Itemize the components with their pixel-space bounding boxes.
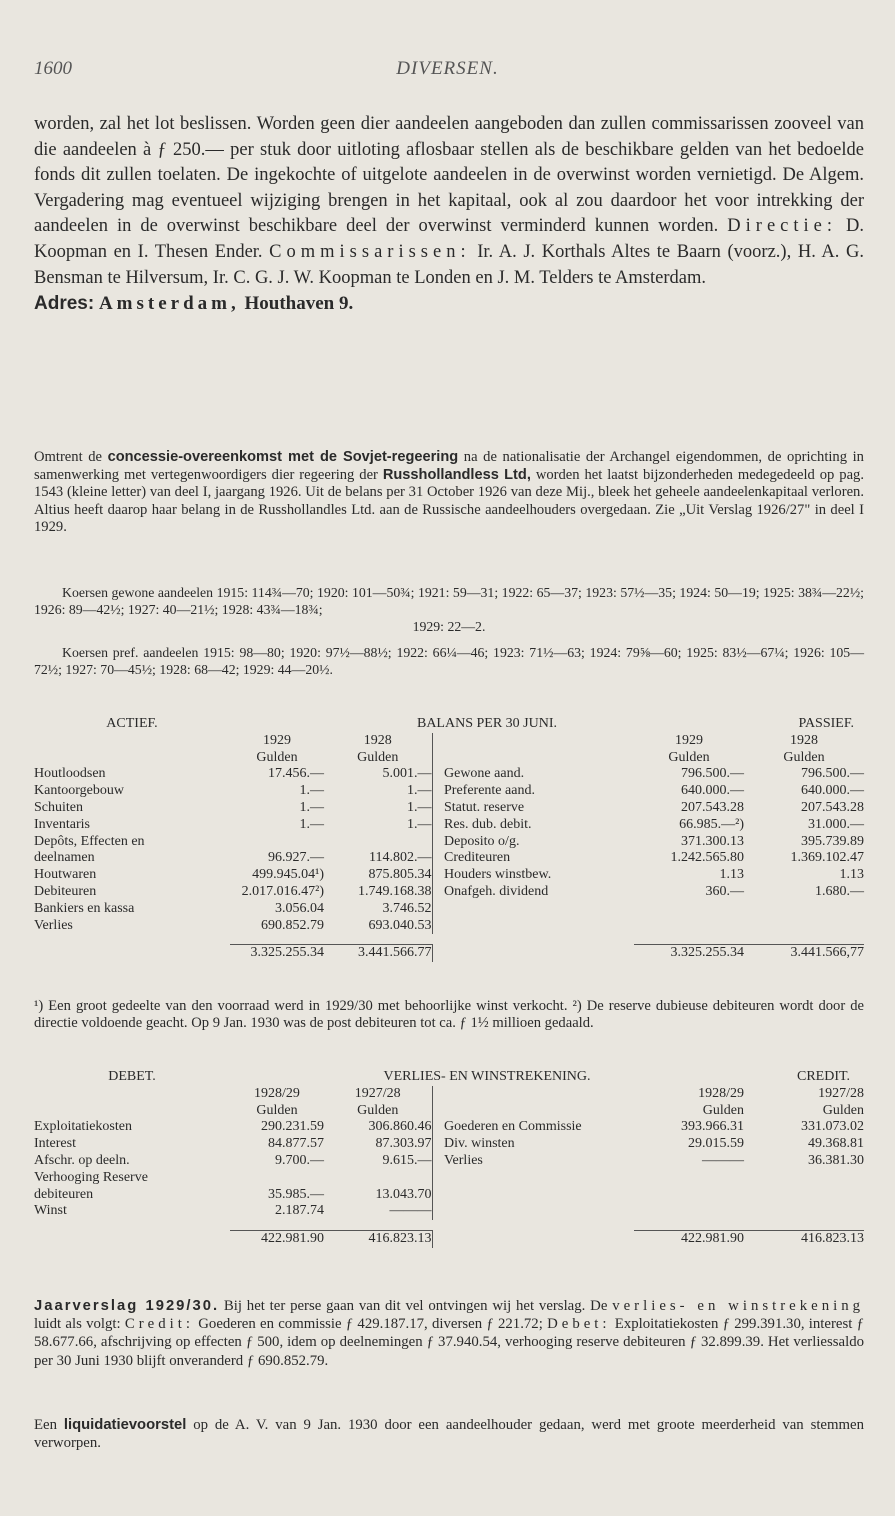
wv-total-debet-b: 416.823.13: [324, 1231, 432, 1248]
column-separator: [432, 884, 440, 901]
balans-passief-value-b: 796.500.—: [801, 766, 864, 782]
wv-debet-value-a: 290.231.59: [261, 1119, 324, 1135]
balans-actief-label: Houtloodsen: [34, 766, 106, 782]
column-separator: [432, 1203, 440, 1220]
concession-text-1: Omtrent de: [34, 449, 108, 465]
koersen-pref: Koersen pref. aandeelen 1915: 98—80; 1920: 97½—88½; 1922: 66¼—46; 1923: 71½—63; 1924: 79⅝—60; 1925: 83½—67¼; 1926: 105—72½; 1927: 70—45½; 1928: 68—42; 1929: 44—20½.: [34, 644, 864, 677]
balans-year-b-right: 1928: [790, 732, 818, 748]
wv-debet-value-a: 9.700.—: [275, 1152, 324, 1168]
wv-unit-b: Gulden: [357, 1102, 399, 1118]
address-label: Adres:: [34, 293, 95, 315]
balans-actief-value-a: 499.945.04¹): [252, 867, 324, 883]
wv-total-debet-a: 422.981.90: [230, 1231, 324, 1248]
balans-passief-value-a: 66.985.—²): [679, 816, 744, 832]
address-line: [34, 291, 864, 317]
concession-paragraph: [34, 449, 864, 537]
empty-cell: [744, 1170, 864, 1187]
column-separator: [432, 1153, 440, 1170]
liquidatie-bold: liquidatievoorstel: [63, 1417, 187, 1433]
balans-total-passief-b: 3.441.566,77: [744, 945, 864, 962]
empty-cell: [744, 918, 864, 935]
column-separator: [432, 850, 440, 867]
column-separator: [432, 800, 440, 817]
koersen-block: [34, 584, 864, 678]
balans-passief-value-b: 1.13: [839, 867, 864, 883]
wv-left-title: DEBET.: [108, 1069, 156, 1084]
empty-cell: [440, 1187, 634, 1204]
balans-actief-label: Kantoorgebouw: [34, 783, 124, 799]
wv-row: [34, 1119, 864, 1136]
balans-actief-label: Bankiers en kassa: [34, 900, 135, 916]
liquidatie-text-2: op de A. V. van 9 Jan. 1930 door een aandeelhouder gedaan, werd met groote meerderheid van stemmen verworpen.: [34, 1417, 864, 1452]
balans-row: [34, 766, 864, 783]
balans-actief-value-b: 1.—: [407, 816, 432, 832]
koersen-gewone: Koersen gewone aandeelen 1915: 114¾—70; 1920: 101—50¾; 1921: 59—31; 1922: 65—37; 1923: 57½—35; 1924: 50—19; 1925: 38¾—22½; 1926: 89—42½; 1927: 40—21½; 1928: 43¾—18¾;: [34, 585, 864, 618]
concession-text-2: na de nationalisatie der Archangel eigendommen, de oprichting in samenwerking met vertegenwoordigers dier regeering der: [34, 449, 864, 483]
wv-credit-value-b: 36.381.30: [808, 1152, 864, 1168]
balans-unit-a: Gulden: [256, 749, 298, 765]
balans-passief-value-b: 207.543.28: [801, 799, 864, 815]
wv-debet-label: Verhooging Reserve: [34, 1169, 148, 1185]
balans-actief-value-a: 1.—: [299, 783, 324, 799]
commissarissen-text: Ir. A. J. Korthals Altes te Baarn (voorz.), H. A. G. Bensman te Hilversum, Ir. C. G. J. W. Koopman te Londen en J. M. Telders te Amsterdam.: [34, 241, 865, 288]
balans-table: [34, 716, 864, 962]
balans-unit-a-right: Gulden: [668, 749, 710, 765]
wv-credit-value-b: 49.368.81: [808, 1136, 864, 1152]
page-header: [34, 58, 861, 82]
balans-passief-value-a: 640.000.—: [681, 783, 744, 799]
wv-table-block: [34, 1069, 864, 1248]
wv-unit-b-right: Gulden: [822, 1102, 864, 1118]
wv-right-title: CREDIT.: [796, 1069, 850, 1084]
balans-left-title: ACTIEF.: [106, 716, 158, 731]
column-separator: [432, 834, 440, 851]
balans-actief-value-b: 693.040.53: [368, 917, 432, 933]
column-separator: [432, 1119, 440, 1136]
empty-cell: [634, 901, 744, 918]
balans-passief-value-a: 1.242.565.80: [670, 850, 744, 866]
jaarverslag-credit-label: Credit:: [124, 1316, 194, 1333]
page-number: 1600: [34, 58, 72, 79]
directie-label: Directie:: [727, 216, 838, 237]
column-separator: [432, 817, 440, 834]
balans-row: [34, 817, 864, 834]
balans-actief-label: Depôts, Effecten en: [34, 833, 145, 849]
wv-row: [34, 1187, 864, 1204]
balans-passief-value-a: 207.543.28: [681, 799, 744, 815]
jaarverslag-text-3: Goederen en commissie ƒ 429.187.17, diversen ƒ 221.72;: [193, 1316, 548, 1333]
address-street: Houthaven 9.: [244, 293, 354, 315]
empty-cell: [634, 1170, 744, 1187]
wv-row: [34, 1153, 864, 1170]
balans-passief-label: Gewone aand.: [444, 766, 525, 782]
balans-row: [34, 884, 864, 901]
liquidatie-paragraph: [34, 1416, 864, 1452]
wv-credit-label: Div. winsten: [444, 1136, 515, 1152]
wv-credit-value-a: 393.966.31: [681, 1119, 744, 1135]
wv-year-b-right: 1927/28: [818, 1085, 864, 1101]
wv-debet-label: Exploitatiekosten: [34, 1119, 132, 1135]
balans-actief-value-b: 3.746.52: [382, 900, 432, 916]
wv-debet-value-b: 13.043.70: [375, 1186, 432, 1202]
empty-cell: [440, 901, 634, 918]
commissarissen-label: Commissarissen:: [269, 241, 471, 262]
balans-actief-label: Debiteuren: [34, 883, 97, 899]
liquidatie-text-1: Een: [34, 1417, 64, 1433]
wv-debet-value-b: [324, 1170, 432, 1187]
column-separator: [432, 783, 440, 800]
wv-row: [34, 1203, 864, 1220]
balans-passief-label: Res. dub. debit.: [444, 816, 532, 832]
wv-title: VERLIES- EN WINSTREKENING.: [383, 1069, 591, 1084]
wv-year-b: 1927/28: [354, 1085, 401, 1101]
balans-actief-value-a: 17.456.—: [268, 766, 324, 782]
balans-actief-value-b: [324, 834, 432, 851]
column-separator: [432, 918, 440, 935]
balans-passief-label: Deposito o/g.: [444, 833, 520, 849]
wv-year-a: 1928/29: [254, 1085, 300, 1101]
balans-row: [34, 867, 864, 884]
concession-text-3: worden het laatst bijzonderheden medegedeeld op pag. 1543 (kleine letter) van deel I, jaargang 1926. Uit de belans per 31 October 1926 van deze Mij., bleek het geheele aandeelenkapitaal verloren. Altius heeft daarop haar belang in de Russhollandles Ltd. aan de Russische aandeelhouders overgedaan. Zie „Uit Verslag 1926/27" in deel I 1929.: [34, 466, 864, 536]
balans-right-title: PASSIEF.: [798, 716, 854, 731]
jaarverslag-text-2: luidt als volgt:: [34, 1316, 125, 1333]
balans-passief-label: Houders winstbew.: [444, 867, 552, 883]
balans-row: [34, 800, 864, 817]
directie-text: D. Koopman en I. Thesen Ender.: [34, 216, 865, 262]
balans-passief-value-a: 796.500.—: [681, 766, 744, 782]
balans-row: [34, 850, 864, 867]
column-separator: [432, 1187, 440, 1204]
koersen-gewone-end: 1929: 22—2.: [412, 619, 486, 635]
balans-row: [34, 918, 864, 935]
balans-year-b: 1928: [363, 732, 392, 748]
balans-actief-label: deelnamen: [34, 850, 95, 866]
wv-debet-value-b: 9.615.—: [382, 1152, 432, 1168]
wv-unit-a: Gulden: [256, 1102, 298, 1118]
jaarverslag-paragraph: [34, 1297, 864, 1370]
address-city: Amsterdam,: [98, 293, 240, 315]
balans-passief-label: Crediteuren: [444, 850, 511, 866]
wv-debet-label: Afschr. op deeln.: [34, 1152, 130, 1168]
empty-cell: [744, 1203, 864, 1220]
balans-passief-value-b: 640.000.—: [801, 783, 864, 799]
wv-unit-a-right: Gulden: [702, 1102, 744, 1118]
balans-actief-value-b: 1.—: [407, 783, 432, 799]
wv-debet-label: Interest: [34, 1136, 76, 1152]
balans-actief-value-b: 1.—: [407, 799, 432, 815]
balans-passief-value-b: 1.680.—: [815, 883, 864, 899]
balans-passief-value-b: 31.000.—: [808, 816, 864, 832]
jaarverslag-debet-label: Debet:: [547, 1316, 611, 1333]
balans-table-block: [34, 716, 864, 962]
balans-title: BALANS PER 30 JUNI.: [416, 716, 557, 731]
balans-year-a: 1929: [263, 732, 291, 748]
balans-row: [34, 901, 864, 918]
balans-passief-label: Statut. reserve: [444, 799, 525, 815]
wv-credit-value-a: ———: [702, 1152, 744, 1168]
balans-year-a-right: 1929: [675, 732, 703, 748]
balans-actief-value-b: 1.749.168.38: [358, 883, 432, 899]
balans-passief-label: Preferente aand.: [444, 783, 535, 799]
balans-passief-value-b: 395.739.89: [801, 833, 864, 849]
wv-credit-label: Goederen en Commissie: [444, 1119, 582, 1135]
balans-total-actief-b: 3.441.566.77: [324, 945, 432, 962]
balans-unit-b-right: Gulden: [783, 749, 825, 765]
balans-passief-value-a: 360.—: [705, 883, 744, 899]
wv-credit-value-a: 29.015.59: [688, 1136, 744, 1152]
empty-cell: [634, 1187, 744, 1204]
balans-actief-value-a: 1.—: [299, 816, 324, 832]
wv-debet-value-b: ———: [389, 1203, 432, 1219]
empty-cell: [634, 1203, 744, 1220]
jaarverslag-spaced-1: verlies- en winstrekening: [612, 1298, 864, 1314]
concession-bold-1: concessie-overeenkomst met de Sovjet-regeering: [107, 449, 459, 465]
balans-total-actief-a: 3.325.255.34: [230, 945, 324, 962]
wv-credit-label: Verlies: [444, 1152, 483, 1168]
balans-unit-b: Gulden: [357, 749, 399, 765]
balans-actief-value-b: 114.802.—: [369, 850, 432, 866]
balans-passief-value-a: 1.13: [719, 867, 744, 883]
balans-footnote: [34, 998, 864, 1033]
balans-total-passief-a: 3.325.255.34: [634, 945, 744, 962]
balans-actief-value-a: 96.927.—: [268, 850, 324, 866]
balans-actief-label: Schuiten: [34, 799, 83, 815]
jaarverslag-text-4: Exploitatiekosten ƒ 299.391.30, interest ƒ 58.677.66, afschrijving op effecten ƒ 500, idem op deelnemingen ƒ 37.940.54, verhooging reserve debiteuren ƒ 32.899.39. Het verliessaldo per 30 Juni 1930 blijft onveranderd ƒ 690.852.79.: [34, 1316, 865, 1369]
column-separator: [432, 1136, 440, 1153]
empty-cell: [440, 918, 634, 935]
wv-debet-label: debiteuren: [34, 1186, 94, 1202]
running-title: DIVERSEN.: [396, 58, 499, 79]
balans-actief-label: Houtwaren: [34, 867, 97, 883]
wv-debet-value-a: 35.985.—: [268, 1186, 324, 1202]
concession-bold-2: Russhollandless Ltd,: [382, 466, 531, 483]
main-paragraph: [34, 112, 864, 317]
empty-cell: [634, 918, 744, 935]
balans-actief-value-a: 3.056.04: [275, 900, 324, 916]
balans-actief-value-a: [230, 834, 324, 851]
wv-credit-value-b: 331.073.02: [801, 1119, 864, 1135]
wv-total-credit-b: 416.823.13: [744, 1231, 864, 1248]
balans-actief-label: Inventaris: [34, 816, 90, 832]
column-separator: [432, 766, 440, 783]
balans-row: [34, 783, 864, 800]
balans-passief-value-b: 1.369.102.47: [790, 850, 864, 866]
balans-actief-value-a: 1.—: [299, 799, 324, 815]
balans-footnote-text: ¹) Een groot gedeelte van den voorraad werd in 1929/30 met behoorlijke winst verkocht. ²) De reserve dubieuse debiteuren wordt door de directie voldoende geacht. Op 9 Jan. 1930 was de post debiteuren tot ca. ƒ 1½ millioen gedaald.: [34, 998, 864, 1032]
wv-debet-label: Winst: [34, 1203, 67, 1219]
balans-actief-value-a: 690.852.79: [261, 917, 324, 933]
balans-actief-value-b: 5.001.—: [382, 766, 432, 782]
column-separator: [432, 901, 440, 918]
balans-actief-value-a: 2.017.016.47²): [241, 883, 324, 899]
wv-debet-value-a: 2.187.74: [275, 1203, 324, 1219]
jaarverslag-text-1: Bij het ter perse gaan van dit vel ontvingen wij het verslag. De: [219, 1298, 613, 1314]
column-separator: [432, 867, 440, 884]
wv-row: [34, 1170, 864, 1187]
wv-year-a-right: 1928/29: [698, 1085, 744, 1101]
balans-actief-label: Verlies: [34, 917, 73, 933]
balans-actief-value-b: 875.805.34: [368, 867, 432, 883]
balans-row: [34, 834, 864, 851]
main-text: worden, zal het lot beslissen. Worden geen dier aandeelen aangeboden dan zullen commissarissen zooveel van die aandeelen à ƒ 250.— per stuk door uitloting aflosbaar stellen als de beschikbare gelden van het bedoelde fonds dit zullen toelaten. De ingekochte of uitgelote aandeelen in de overwinst worden vernietigd. De Algem. Vergadering mag eventueel wijziging brengen in het kapitaal, ook al zou daardoor het voor intrekking der aandeelen in de overwinst beschikbare deel der overwinst verminderd kunnen worden.: [34, 114, 864, 237]
wv-table: [34, 1069, 864, 1248]
wv-debet-value-b: 87.303.97: [375, 1136, 432, 1152]
empty-cell: [440, 1203, 634, 1220]
wv-debet-value-a: 84.877.57: [268, 1136, 324, 1152]
jaarverslag-label: Jaarverslag 1929/30.: [34, 1298, 220, 1314]
wv-row: [34, 1136, 864, 1153]
empty-cell: [744, 1187, 864, 1204]
column-separator: [432, 1170, 440, 1187]
balans-passief-label: Onafgeh. dividend: [444, 883, 549, 899]
balans-passief-value-a: 371.300.13: [681, 833, 744, 849]
wv-debet-value-a: [230, 1170, 324, 1187]
wv-total-credit-a: 422.981.90: [634, 1231, 744, 1248]
empty-cell: [440, 1170, 634, 1187]
wv-debet-value-b: 306.860.46: [368, 1119, 432, 1135]
empty-cell: [744, 901, 864, 918]
